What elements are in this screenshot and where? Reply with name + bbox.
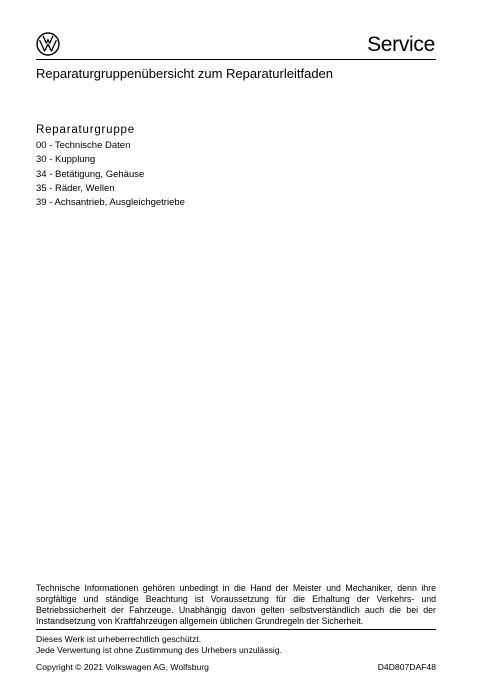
repair-group-item: 34 - Betätigung, Gehäuse — [36, 168, 145, 180]
service-title: Service — [367, 33, 435, 56]
repair-group-item: 35 - Räder, Wellen — [36, 182, 115, 194]
header-divider — [36, 59, 436, 60]
document-id: D4D807DAF48 — [377, 662, 436, 672]
copyright-text: Copyright © 2021 Volkswagen AG, Wolfsburg — [36, 662, 209, 672]
copyright-notice-line1: Dieses Werk ist urheberrechtlich geschützt. — [36, 634, 202, 644]
footer-divider — [36, 629, 436, 630]
section-heading: Reparaturgruppe — [36, 124, 135, 136]
document-title: Reparaturgruppenübersicht zum Reparaturleitfaden — [36, 66, 334, 81]
repair-group-item: 00 - Technische Daten — [36, 140, 131, 151]
copyright-notice-line2: Jede Verwertung ist ohne Zustimmung des Urhebers unzulässig. — [36, 645, 283, 655]
repair-group-list — [36, 139, 185, 210]
vw-logo-icon — [36, 32, 60, 56]
safety-disclaimer: Technische Informationen gehören unbedingt in die Hand der Meister und Mechaniker, denn ihre sorgfältige und ständige Beachtung ist Voraussetzung für die Erhaltung der Verkehrs- und Betriebssicherheit der Fahrzeuge. Unabhängig davon gelten selbstverständlich auch die bei der Instandsetzung von Kraftfahrzeugen allgemein üblichen Grundregeln der Sicherheit. — [36, 583, 436, 626]
repair-group-item: 30 - Kupplung — [36, 154, 96, 166]
repair-group-item: 39 - Achsantrieb, Ausgleichgetriebe — [36, 197, 185, 209]
